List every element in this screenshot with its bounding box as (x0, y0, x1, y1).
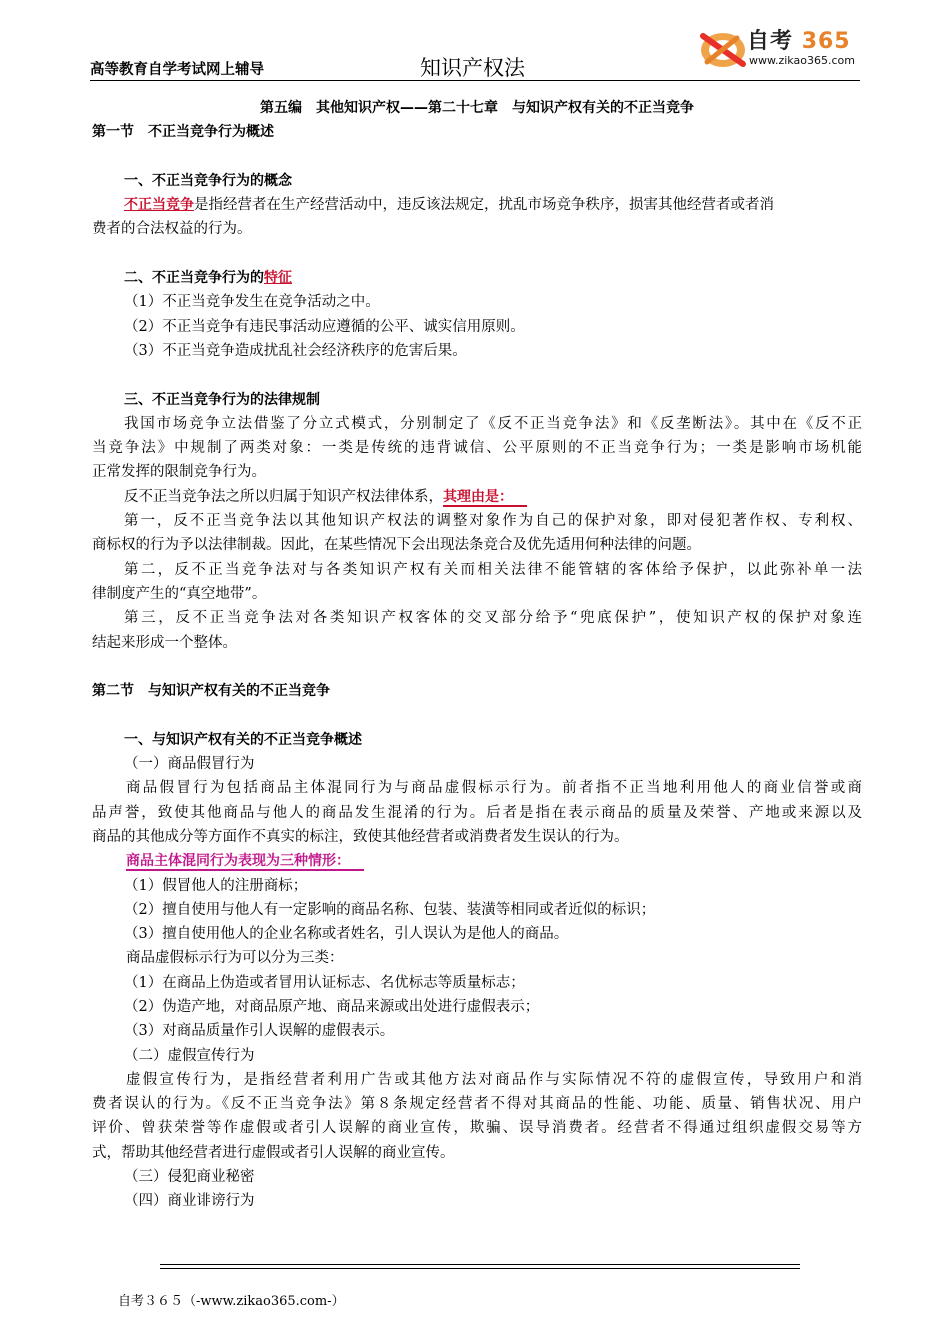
false-ad-line: 虚假宣传行为，是指经营者利用广告或其他方法对商品作与实际情况不符的虚假宣传，导致用户和消 (126, 1071, 862, 1088)
section-2-heading: 第二节 与知识产权有关的不正当竞争 (92, 683, 330, 700)
document-body (92, 96, 862, 1214)
mix-item: （1）假冒他人的注册商标； (124, 877, 308, 894)
page-footer[interactable]: 自考３６５（-www.zikao365.com-） (118, 1294, 345, 1309)
footer-rule (160, 1264, 800, 1265)
regulation-heading: 三、不正当竞争行为的法律规制 (124, 391, 320, 408)
reason-2-line: 第二，反不正当竞争法对与各类知识产权有关而相关法律不能管辖的客体给予保护，以此弥补单一法 (124, 561, 862, 578)
subsection-false-ad-title: （二）虚假宣传行为 (124, 1047, 255, 1064)
reason-intro: 反不正当竞争法之所以归属于知识产权法律体系，其理由是： (92, 485, 862, 509)
false-label-item: （3）对商品质量作引人误解的虚假表示。 (124, 1023, 395, 1040)
subsection-trade-secret-title: （三）侵犯商业秘密 (124, 1169, 255, 1186)
feature-item: （1）不正当竞争发生在竞争活动之中。 (124, 294, 380, 311)
brand-logo[interactable] (697, 22, 862, 82)
keyword-reasons: 其理由是： (443, 489, 527, 507)
false-ad-line: 评价、曾获荣誉等作虚假或者引人误解的商业宣传，欺骗、误导消费者。经营者不得通过组织虚假交易等方 (92, 1120, 862, 1137)
logo-name: 自考 365 (747, 29, 851, 54)
mix-intro (92, 849, 862, 873)
concept-heading: 一、不正当竞争行为的概念 (124, 172, 292, 189)
reason-3-line: 第三，反不正当竞争法对各类知识产权客体的交叉部分给予“兜底保护”，使知识产权的保护对象连 (124, 610, 862, 627)
logo-url: www.zikao365.com (749, 54, 855, 67)
keyword-features: 特征 (264, 270, 292, 287)
reason-1-line: 第一，反不正当竞争法以其他知识产权法的调整对象作为自己的保护对象，即对侵犯著作权、专利权、 (124, 513, 862, 530)
regulation-line: 我国市场竞争立法借鉴了分立式模式，分别制定了《反不正当竞争法》和《反垄断法》。其中在《反不正 (124, 415, 862, 432)
header-left-title: 高等教育自学考试网上辅导 (90, 62, 264, 78)
section-1-heading: 第一节 不正当竞争行为概述 (92, 124, 274, 141)
feature-item: （2）不正当竞争有违民事活动应遵循的公平、诚实信用原则。 (124, 318, 525, 335)
mix-item: （3）擅自使用他人的企业名称或者姓名，引人误认为是他人的商品。 (124, 926, 569, 943)
features-heading: 二、不正当竞争行为的特征 (124, 270, 292, 287)
false-ad-line: 式，帮助其他经营者进行虚假或者引人误解的商业宣传。 (92, 1144, 455, 1161)
reason-3-line: 结起来形成一个整体。 (92, 634, 237, 651)
regulation-line: 正常发挥的限制竞争行为。 (92, 464, 266, 481)
keyword-three-situations: 商品主体混同行为表现为三种情形： (126, 853, 364, 871)
concept-paragraph-line: 费者的合法权益的行为。 (92, 221, 252, 238)
chapter-title: 第五编 其他知识产权——第二十七章 与知识产权有关的不正当竞争 (260, 100, 694, 116)
false-label-item: （1）在商品上伪造或者冒用认证标志、名优标志等质量标志； (124, 974, 525, 991)
logo-mark-icon (697, 26, 749, 70)
page-header (90, 20, 860, 82)
reason-2-line: 律制度产生的“真空地带”。 (92, 585, 267, 602)
regulation-line: 当竞争法》中规制了两类对象：一类是传统的违背诚信、公平原则的不正当竞争行为；一类是影响市场机能 (92, 440, 862, 457)
feature-item: （3）不正当竞争造成扰乱社会经济秩序的危害后果。 (124, 342, 467, 359)
reason-1-line: 商标权的行为予以法律制裁。因此，在某些情况下会出现法条竞合及优先适用何种法律的问题。 (92, 537, 701, 554)
subsection-counterfeit-title: （一）商品假冒行为 (124, 756, 255, 773)
footer-rule (160, 1268, 800, 1269)
false-label-item: （2）伪造产地，对商品原产地、商品来源或出处进行虚假表示； (124, 998, 540, 1015)
concept-paragraph-line: 不正当竞争是指经营者在生产经营活动中，违反该法规定，扰乱市场竞争秩序，损害其他经营者或者消 (124, 197, 774, 214)
header-subject-title: 知识产权法 (420, 56, 525, 80)
false-ad-line: 费者误认的行为。《反不正当竞争法》第８条规定经营者不得对其商品的性能、功能、质量、销售状况、用户 (92, 1096, 862, 1113)
overview-heading: 一、与知识产权有关的不正当竞争概述 (124, 731, 362, 748)
false-label-intro: 商品虚假标示行为可以分为三类： (126, 950, 344, 967)
subsection-defamation-title: （四）商业诽谤行为 (124, 1193, 255, 1210)
counterfeit-line: 商品假冒行为包括商品主体混同行为与商品虚假标示行为。前者指不正当地利用他人的商业信誉或商 (126, 780, 862, 797)
counterfeit-line: 商品的其他成分等方面作不真实的标注，致使其他经营者或消费者发生误认的行为。 (92, 828, 629, 845)
counterfeit-line: 品声誉，致使其他商品与他人的商品发生混淆的行为。后者是指在表示商品的质量及荣誉、产地或来源以及 (92, 804, 862, 821)
mix-item: （2）擅自使用与他人有一定影响的商品名称、包装、装潢等相同或者近似的标识； (124, 901, 656, 918)
keyword-unfair-competition: 不正当竞争 (124, 197, 194, 214)
